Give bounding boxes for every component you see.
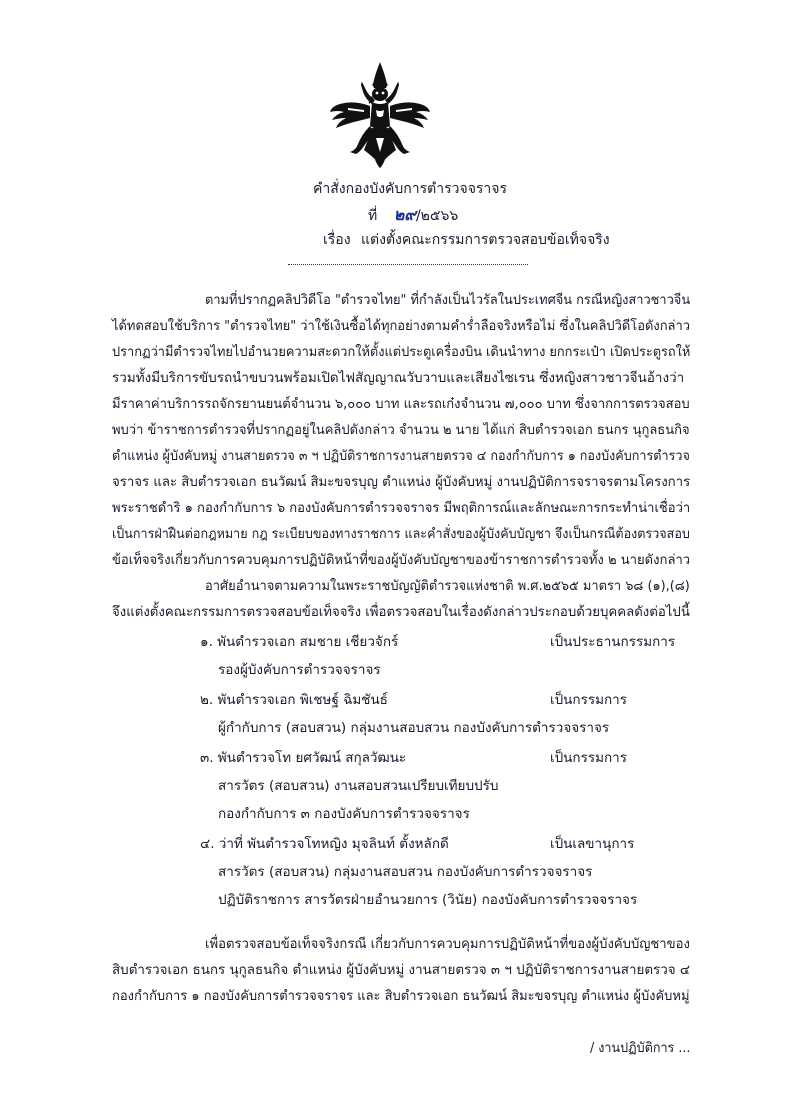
member-detail: รองผู้บังคับการตำรวจจราจร: [218, 662, 381, 678]
member-role: เป็นกรรมการ: [550, 750, 627, 766]
member-name: ๑. พันตำรวจเอก สมชาย เชียวจักร์: [200, 634, 399, 650]
member-detail: สารวัตร (สอบสวน) กลุ่มงานสอบสวน กองบังคับการตำรวจจราจร: [218, 864, 593, 880]
intro-line: มีราคาค่าบริการรถจักรยานยนต์จำนวน ๖,๐๐๐ บาท และรถเก๋งจำนวน ๗,๐๐๐ บาท ซึ่งจากการตรวจสอบ: [112, 396, 690, 412]
member-detail: กองกำกับการ ๓ กองบังคับการตำรวจจราจร: [218, 806, 470, 822]
intro-line: พระราชดำริ ๑ กองกำกับการ ๖ กองบังคับการตำรวจจราจร มีพฤติการณ์และลักษณะการกระทำน่าเชื่อว่า: [112, 500, 691, 516]
number-prefix: ที่: [368, 208, 378, 224]
number-suffix: /๒๕๖๖: [415, 208, 459, 224]
intro-line: ได้ทดสอบใช้บริการ "ตำรวจไทย" ว่าใช้เงินซื้อได้ทุกอย่างตามคำร่ำลือจริงหรือไม่ ซึ่งในคลิปวิดีโอดังกล่าว: [112, 318, 691, 334]
continuation-note: / งานปฏิบัติการ ...: [590, 1040, 691, 1056]
member-name: ๓. พันตำรวจโท ยศวัฒน์ สกุลวัฒนะ: [200, 750, 407, 766]
member-role: เป็นประธานกรรมการ: [550, 634, 676, 650]
member-name: ๒. พันตำรวจเอก พิเชษฐ์ ฉิมชันธ์: [200, 692, 388, 708]
intro-line: ปรากฏว่ามีตำรวจไทยไปอำนวยความสะดวกให้ตั้งแต่ประตูเครื่องบิน เดินนำทาง ยกกระเป๋า เปิดประตูรถให้: [112, 344, 691, 360]
order-number: [368, 203, 458, 228]
intro-line: พบว่า ข้าราชการตำรวจที่ปรากฏอยู่ในคลิปดังกล่าว จำนวน ๒ นาย ได้แก่ สิบตำรวจเอก ธนกร นุกูลธนกิจ: [112, 422, 690, 438]
garuda-emblem-icon: [328, 60, 432, 168]
intro-line: ตำแหน่ง ผู้บังคับหมู่ งานสายตรวจ ๓ ฯ ปฏิบัติราชการงานสายตรวจ ๔ กองกำกับการ ๑ กองบังคับการตำรวจ: [112, 448, 690, 464]
member-detail: ผู้กำกับการ (สอบสวน) กลุ่มงานสอบสวน กองบังคับการตำรวจจราจร: [218, 720, 610, 736]
intro-line: ตามที่ปรากฏคลิปวิดีโอ "ตำรวจไทย" ที่กำลังเป็นไวรัลในประเทศจีน กรณีหญิงสาวชาวจีน: [205, 292, 691, 308]
header-divider: [288, 264, 528, 265]
intro-line: เป็นการฝ่าฝืนต่อกฎหมาย กฎ ระเบียบของทางราชการ และคำสั่งของผู้บังคับบัญชา จึงเป็นกรณีต้องตรวจสอบ: [112, 526, 690, 542]
authority-line: จึงแต่งตั้งคณะกรรมการตรวจสอบข้อเท็จจริง เพื่อตรวจสอบในเรื่องดังกล่าวประกอบด้วยบุคคลดังต่อไปนี้: [112, 604, 690, 620]
handwritten-number: ๒๙: [393, 205, 416, 224]
member-detail: ปฏิบัติราชการ สารวัตรฝ่ายอำนวยการ (วินัย) กองบังคับการตำรวจจราจร: [218, 892, 638, 908]
member-detail: สารวัตร (สอบสวน) งานสอบสวนเปรียบเทียบปรับ: [218, 778, 499, 794]
subject-label: เรื่อง: [323, 232, 351, 248]
purpose-line: สิบตำรวจเอก ธนกร นุกูลธนกิจ ตำแหน่ง ผู้บังคับหมู่ งานสายตรวจ ๓ ฯ ปฏิบัติราชการงานสายตรวจ ๔: [112, 962, 691, 978]
intro-line: รวมทั้งมีบริการขับรถนำขบวนพร้อมเปิดไฟสัญญาณวับวาบและเสียงไซเรน ซึ่งหญิงสาวชาวจีนอ้างว่า: [112, 370, 685, 386]
member-role: เป็นกรรมการ: [550, 692, 627, 708]
order-title: คำสั่งกองบังคับการตำรวจจราจร: [313, 181, 508, 197]
member-role: เป็นเลขานุการ: [550, 836, 635, 852]
subject-line: [323, 229, 610, 251]
purpose-line: กองกำกับการ ๑ กองบังคับการตำรวจจราจร และ สิบตำรวจเอก ธนวัฒน์ สิมะขจรบุญ ตำแหน่ง ผู้บังคับหมู่: [112, 988, 690, 1004]
intro-line: จราจร และ สิบตำรวจเอก ธนวัฒน์ สิมะขจรบุญ ตำแหน่ง ผู้บังคับหมู่ งานปฏิบัติการจราจรตามโครงการ: [112, 474, 691, 490]
intro-line: ข้อเท็จจริงเกี่ยวกับการควบคุมการปฏิบัติหน้าที่ของผู้บังคับบัญชาของข้าราชการตำรวจทั้ง ๒ นายดังกล่าว: [112, 552, 691, 568]
subject-text: แต่งตั้งคณะกรรมการตรวจสอบข้อเท็จจริง: [361, 232, 610, 248]
authority-line: อาศัยอำนาจตามความในพระราชบัญญัติตำรวจแห่งชาติ พ.ศ.๒๕๖๕ มาตรา ๖๘ (๑),(๘): [205, 578, 690, 594]
purpose-line: เพื่อตรวจสอบข้อเท็จจริงกรณี เกี่ยวกับการควบคุมการปฏิบัติหน้าที่ของผู้บังคับบัญชาของ: [205, 936, 690, 952]
member-name: ๔. ว่าที่ พันตำรวจโทหญิง มุจลินท์ ตั้งหลักดี: [200, 836, 449, 852]
